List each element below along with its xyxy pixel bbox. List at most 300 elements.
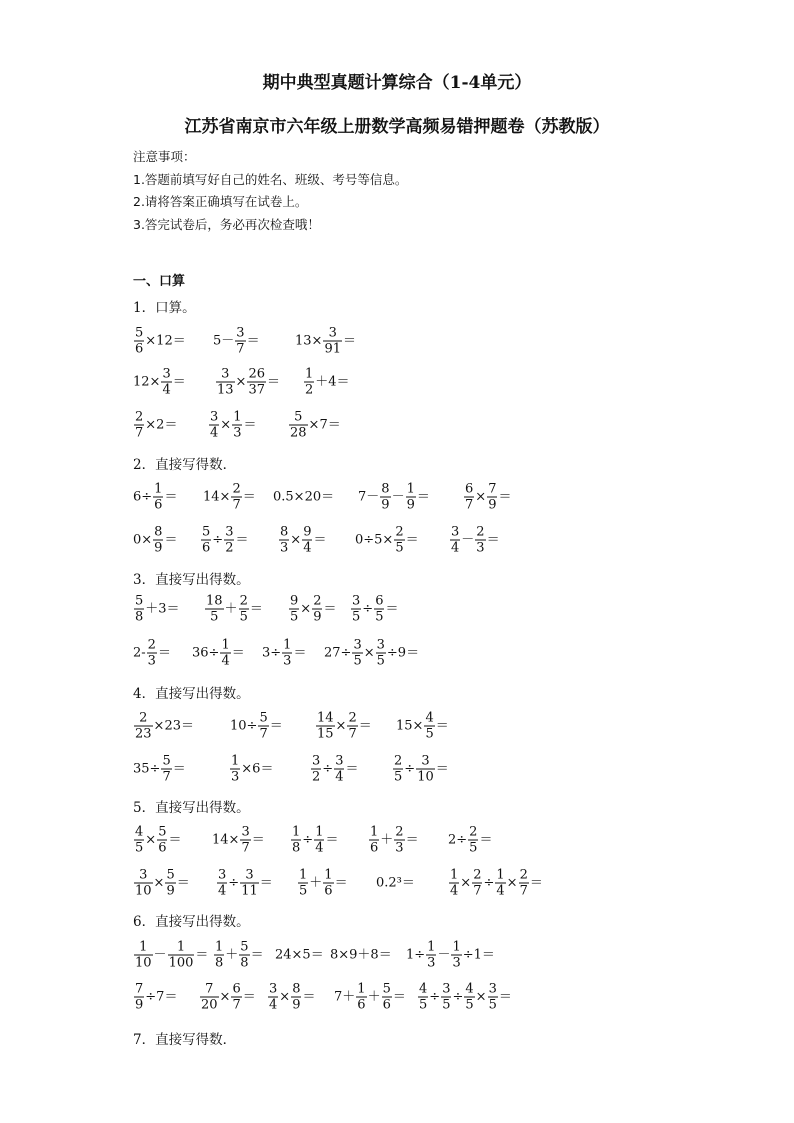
denominator: 7 xyxy=(241,840,250,856)
denominator: 10 xyxy=(135,955,152,971)
fraction xyxy=(488,983,498,1012)
denominator: 9 xyxy=(154,540,163,556)
numerator: 8 xyxy=(381,481,390,497)
expression xyxy=(355,526,419,555)
expression-text: ÷ xyxy=(452,989,464,1005)
numerator: 5 xyxy=(259,710,268,726)
expression xyxy=(262,639,306,668)
denominator: 9 xyxy=(313,609,322,625)
question-label: 4．直接写出得数。 xyxy=(133,686,250,702)
expression-text: ＝ xyxy=(249,601,263,617)
fraction xyxy=(201,526,211,555)
denominator: 4 xyxy=(451,540,460,556)
denominator: 8 xyxy=(292,840,301,856)
expression-text: ÷ xyxy=(302,832,314,848)
expression-text: ＝ xyxy=(267,374,281,390)
expression-text: ＝ xyxy=(486,532,500,548)
expression-text: ＝ xyxy=(342,333,356,349)
expression-text: ＝ xyxy=(176,875,190,891)
denominator: 9 xyxy=(381,497,390,513)
denominator: 5 xyxy=(353,653,362,669)
denominator: 3 xyxy=(476,540,485,556)
expression xyxy=(133,595,180,624)
denominator: 5 xyxy=(465,997,474,1013)
expression xyxy=(449,526,500,555)
denominator: 5 xyxy=(425,726,434,742)
fraction xyxy=(231,483,241,512)
expression xyxy=(350,595,398,624)
notes-block xyxy=(133,146,407,236)
expression xyxy=(212,826,265,855)
numerator: 3 xyxy=(416,755,435,770)
fraction xyxy=(472,869,482,898)
expression-text: ＝ xyxy=(313,532,327,548)
expression-text: × xyxy=(220,417,232,433)
numerator: 2 xyxy=(395,524,404,540)
numerator: 7 xyxy=(200,983,219,998)
numerator: 3 xyxy=(240,869,259,884)
expression xyxy=(133,368,186,397)
fraction xyxy=(282,639,292,668)
fraction xyxy=(369,826,379,855)
numerator: 1 xyxy=(427,939,436,955)
expression-text: 0.5×20＝ xyxy=(273,489,335,505)
note-item: 2.请将答案正确填写在试卷上。 xyxy=(133,194,308,209)
expression xyxy=(288,411,341,440)
fraction xyxy=(168,941,195,970)
numerator: 3 xyxy=(376,637,385,653)
denominator: 5 xyxy=(210,609,219,625)
numerator: 3 xyxy=(323,327,342,342)
denominator: 3 xyxy=(233,425,242,441)
denominator: 5 xyxy=(239,609,248,625)
expression xyxy=(133,639,171,668)
expression-text: ＝ xyxy=(405,532,419,548)
fraction xyxy=(347,712,357,741)
fraction xyxy=(134,941,153,970)
denominator: 5 xyxy=(375,609,384,625)
expression xyxy=(216,869,273,898)
denominator: 4 xyxy=(269,997,278,1013)
expression xyxy=(288,595,336,624)
expression-text: 6÷ xyxy=(133,489,153,505)
fraction xyxy=(374,595,384,624)
numerator: 8 xyxy=(154,524,163,540)
expression-text: × xyxy=(153,875,165,891)
expression-text: ＝ xyxy=(243,417,257,433)
numerator: 1 xyxy=(168,941,195,956)
expression-text: × xyxy=(475,989,487,1005)
numerator: 1 xyxy=(283,637,292,653)
expression-text: ＝ xyxy=(334,875,348,891)
expression-text: × xyxy=(235,374,247,390)
expression-text: ＝ xyxy=(242,989,256,1005)
expression-text: － xyxy=(461,532,475,548)
fraction xyxy=(216,368,235,397)
numerator: 1 xyxy=(452,939,461,955)
fraction xyxy=(157,826,167,855)
expression xyxy=(215,368,280,397)
question-label: 1．口算。 xyxy=(133,300,196,316)
fraction xyxy=(312,595,322,624)
fraction xyxy=(393,755,403,784)
expression xyxy=(199,983,256,1012)
expression-text: × xyxy=(460,875,472,891)
page-subtitle: 江苏省南京市六年级上册数学高频易错押题卷（苏教版） xyxy=(184,117,610,137)
expression-text: ＝ xyxy=(259,875,273,891)
denominator: 15 xyxy=(317,726,334,742)
fraction xyxy=(464,983,474,1012)
denominator: 5 xyxy=(299,883,308,899)
expression xyxy=(133,983,177,1012)
denominator: 7 xyxy=(232,997,241,1013)
fraction xyxy=(418,983,428,1012)
expression xyxy=(229,755,273,784)
expression-text: ＝ xyxy=(168,832,182,848)
fraction xyxy=(298,869,308,898)
fraction xyxy=(247,368,266,397)
denominator: 4 xyxy=(210,425,219,441)
denominator: 37 xyxy=(248,382,265,398)
expression-text: ＝ xyxy=(392,989,406,1005)
expression-text: 7＋ xyxy=(334,989,356,1005)
expression xyxy=(376,877,415,890)
expression xyxy=(392,755,449,784)
denominator: 91 xyxy=(324,341,341,357)
denominator: 7 xyxy=(135,425,144,441)
expression-text: × xyxy=(219,989,231,1005)
expression-text: 0.2³＝ xyxy=(376,875,415,891)
expression-text: 3÷ xyxy=(262,645,282,661)
fraction xyxy=(495,869,505,898)
numerator: 3 xyxy=(225,524,234,540)
expression xyxy=(334,983,406,1012)
question-label: 7．直接写得数． xyxy=(133,1032,237,1048)
denominator: 5 xyxy=(352,609,361,625)
fraction xyxy=(258,712,268,741)
denominator: 7 xyxy=(232,497,241,513)
numerator: 5 xyxy=(135,325,144,341)
denominator: 9 xyxy=(135,997,144,1013)
denominator: 3 xyxy=(147,653,156,669)
fraction xyxy=(289,595,299,624)
numerator: 5 xyxy=(289,411,308,426)
fraction xyxy=(289,411,308,440)
fraction xyxy=(224,526,234,555)
numerator: 2 xyxy=(473,867,482,883)
numerator: 2 xyxy=(469,824,478,840)
expression xyxy=(368,826,419,855)
expression-text: 5－ xyxy=(213,333,235,349)
fraction xyxy=(352,639,362,668)
expression-text: ＝ xyxy=(235,532,249,548)
expression xyxy=(396,712,449,741)
denominator: 5 xyxy=(395,540,404,556)
expression-text: ＝ xyxy=(385,601,399,617)
expression xyxy=(213,941,264,970)
numerator: 3 xyxy=(236,325,245,341)
fraction xyxy=(449,869,459,898)
numerator: 2 xyxy=(348,710,357,726)
denominator: 6 xyxy=(357,997,366,1013)
expression-text: ×23＝ xyxy=(153,718,194,734)
fraction xyxy=(302,526,312,555)
numerator: 9 xyxy=(290,593,299,609)
fraction xyxy=(268,983,278,1012)
expression-text: ＝ xyxy=(498,489,512,505)
expression-text: ÷ xyxy=(212,532,224,548)
denominator: 4 xyxy=(496,883,505,899)
numerator: 1 xyxy=(305,366,314,382)
expression xyxy=(133,941,208,970)
numerator: 2 xyxy=(395,824,404,840)
expression-text: ÷ xyxy=(404,761,416,777)
expression-text: ＝ xyxy=(435,761,449,777)
numerator: 1 xyxy=(315,824,324,840)
expression xyxy=(297,869,348,898)
section-heading: 一、口算 xyxy=(133,274,186,289)
fraction xyxy=(153,526,163,555)
fraction xyxy=(161,755,171,784)
expression-text: ＋ xyxy=(224,601,238,617)
denominator: 3 xyxy=(427,955,436,971)
page-title: 期中典型真题计算综合（1-4单元） xyxy=(262,73,532,93)
expression-text: 35÷ xyxy=(133,761,161,777)
numerator: 1 xyxy=(370,824,379,840)
fraction xyxy=(475,526,485,555)
fraction xyxy=(165,869,175,898)
expression-text: ＝ xyxy=(405,832,419,848)
expression-text: × xyxy=(145,832,157,848)
fraction xyxy=(323,869,333,898)
question-label: 3．直接写出得数。 xyxy=(133,572,250,588)
fraction xyxy=(134,411,144,440)
expression-text: ÷7＝ xyxy=(145,989,178,1005)
denominator: 2 xyxy=(312,769,321,785)
expression xyxy=(133,826,181,855)
fraction xyxy=(450,526,460,555)
denominator: 10 xyxy=(417,769,434,785)
expression xyxy=(448,869,543,898)
expression-text: 7－ xyxy=(358,489,380,505)
fraction xyxy=(356,983,366,1012)
expression-text: － xyxy=(391,489,405,505)
expression-text: 8×9＋8＝ xyxy=(330,947,392,963)
question-label: 5．直接写出得数。 xyxy=(133,800,250,816)
expression-text: ＝ xyxy=(195,947,209,963)
expression xyxy=(310,755,358,784)
numerator: 3 xyxy=(451,524,460,540)
numerator: 6 xyxy=(375,593,384,609)
expression-text: 24×5＝ xyxy=(275,947,324,963)
expression-text: ＝ xyxy=(479,832,493,848)
numerator: 2 xyxy=(135,409,144,425)
expression-text: － xyxy=(153,947,167,963)
fraction xyxy=(231,983,241,1012)
denominator: 9 xyxy=(166,883,175,899)
expression-text: 10÷ xyxy=(230,718,258,734)
expression-text: ×7＝ xyxy=(308,417,341,433)
expression-text: ÷ xyxy=(429,989,441,1005)
expression-text: ＝ xyxy=(345,761,359,777)
denominator: 8 xyxy=(215,955,224,971)
expression xyxy=(204,595,263,624)
numerator: 3 xyxy=(134,869,153,884)
fraction xyxy=(334,755,344,784)
numerator: 3 xyxy=(210,409,219,425)
denominator: 4 xyxy=(335,769,344,785)
expression xyxy=(133,869,190,898)
fraction xyxy=(200,983,219,1012)
fraction xyxy=(451,941,461,970)
expression xyxy=(275,949,324,962)
notes-heading: 注意事项： xyxy=(133,149,196,164)
fraction xyxy=(214,941,224,970)
expression xyxy=(200,526,248,555)
denominator: 7 xyxy=(473,883,482,899)
fraction xyxy=(394,826,404,855)
denominator: 4 xyxy=(315,840,324,856)
fraction xyxy=(382,983,392,1012)
numerator: 1 xyxy=(221,637,230,653)
expression xyxy=(278,526,326,555)
expression-text: × xyxy=(363,645,375,661)
expression-text: ＝ xyxy=(498,989,512,1005)
numerator: 3 xyxy=(241,824,250,840)
fraction xyxy=(240,826,250,855)
expression-text: ＝ xyxy=(358,718,372,734)
denominator: 6 xyxy=(135,341,144,357)
numerator: 9 xyxy=(303,524,312,540)
numerator: 3 xyxy=(218,867,227,883)
expression-text: 36÷ xyxy=(192,645,220,661)
denominator: 8 xyxy=(135,609,144,625)
fraction xyxy=(416,755,435,784)
denominator: 5 xyxy=(442,997,451,1013)
numerator: 1 xyxy=(450,867,459,883)
denominator: 6 xyxy=(154,497,163,513)
numerator: 3 xyxy=(269,981,278,997)
expression-text: 12× xyxy=(133,374,161,390)
denominator: 28 xyxy=(290,425,307,441)
fraction xyxy=(134,327,144,356)
expression-text: ＝ xyxy=(172,761,186,777)
fraction xyxy=(519,869,529,898)
numerator: 5 xyxy=(166,867,175,883)
fraction xyxy=(424,712,434,741)
numerator: 3 xyxy=(216,368,235,383)
expression xyxy=(133,526,177,555)
numerator: 5 xyxy=(158,824,167,840)
denominator: 8 xyxy=(240,955,249,971)
denominator: 7 xyxy=(465,497,474,513)
fraction xyxy=(441,983,451,1012)
expression xyxy=(273,491,334,504)
numerator: 1 xyxy=(134,941,153,956)
expression-text: ＋ xyxy=(309,875,323,891)
expression-text: ＝ xyxy=(325,832,339,848)
fraction xyxy=(279,526,289,555)
expression-text: ＝ xyxy=(251,832,265,848)
numerator: 5 xyxy=(162,753,171,769)
denominator: 4 xyxy=(450,883,459,899)
expression xyxy=(133,411,177,440)
numerator: 5 xyxy=(202,524,211,540)
expression-text: ÷ xyxy=(228,875,240,891)
fraction xyxy=(220,639,230,668)
expression-text: ＋ xyxy=(380,832,394,848)
expression-text: ＝ xyxy=(529,875,543,891)
numerator: 1 xyxy=(299,867,308,883)
expression-text: 1÷ xyxy=(406,947,426,963)
denominator: 5 xyxy=(290,609,299,625)
expression-text: ＝ xyxy=(250,947,264,963)
expression-text: × xyxy=(300,601,312,617)
fraction xyxy=(161,368,171,397)
expression-text: × xyxy=(279,989,291,1005)
fraction xyxy=(314,826,324,855)
expression-text: ＝ xyxy=(164,489,178,505)
expression-text: ＝ xyxy=(302,989,316,1005)
expression xyxy=(448,826,492,855)
expression-text: 2- xyxy=(133,645,146,661)
expression-text: ＝ xyxy=(157,645,171,661)
fraction xyxy=(134,712,153,741)
expression-text: × xyxy=(506,875,518,891)
denominator: 3 xyxy=(452,955,461,971)
denominator: 6 xyxy=(370,840,379,856)
fraction xyxy=(380,483,390,512)
denominator: 2 xyxy=(305,382,314,398)
fraction xyxy=(304,368,314,397)
expression xyxy=(267,983,315,1012)
expression-text: ＋4＝ xyxy=(315,374,350,390)
numerator: 1 xyxy=(292,824,301,840)
numerator: 18 xyxy=(206,593,223,609)
expression-text: － xyxy=(437,947,451,963)
expression-text: ÷ xyxy=(483,875,495,891)
expression-text: ＝ xyxy=(246,333,260,349)
numerator: 2 xyxy=(394,753,403,769)
note-item: 1.答题前填写好自己的姓名、班级、考号等信息。 xyxy=(133,171,408,187)
fraction xyxy=(134,983,144,1012)
denominator: 3 xyxy=(280,540,289,556)
numerator: 3 xyxy=(162,366,171,382)
expression-text: 14× xyxy=(203,489,231,505)
expression-text: ×2＝ xyxy=(145,417,178,433)
expression xyxy=(406,941,495,970)
expression xyxy=(417,983,512,1012)
expression-text: ＝ xyxy=(416,489,430,505)
fraction xyxy=(230,755,240,784)
expression-text: ＝ xyxy=(231,645,245,661)
expression-text: 0× xyxy=(133,532,153,548)
denominator: 4 xyxy=(303,540,312,556)
numerator: 1 xyxy=(357,981,366,997)
fraction xyxy=(394,526,404,555)
numerator: 3 xyxy=(312,753,321,769)
expression xyxy=(290,826,338,855)
fraction xyxy=(134,826,144,855)
numerator: 3 xyxy=(353,637,362,653)
fraction xyxy=(153,483,163,512)
numerator: 8 xyxy=(292,981,301,997)
fraction xyxy=(351,595,361,624)
denominator: 11 xyxy=(241,883,258,899)
fraction xyxy=(134,869,153,898)
numerator: 1 xyxy=(496,867,505,883)
numerator: 7 xyxy=(488,481,497,497)
